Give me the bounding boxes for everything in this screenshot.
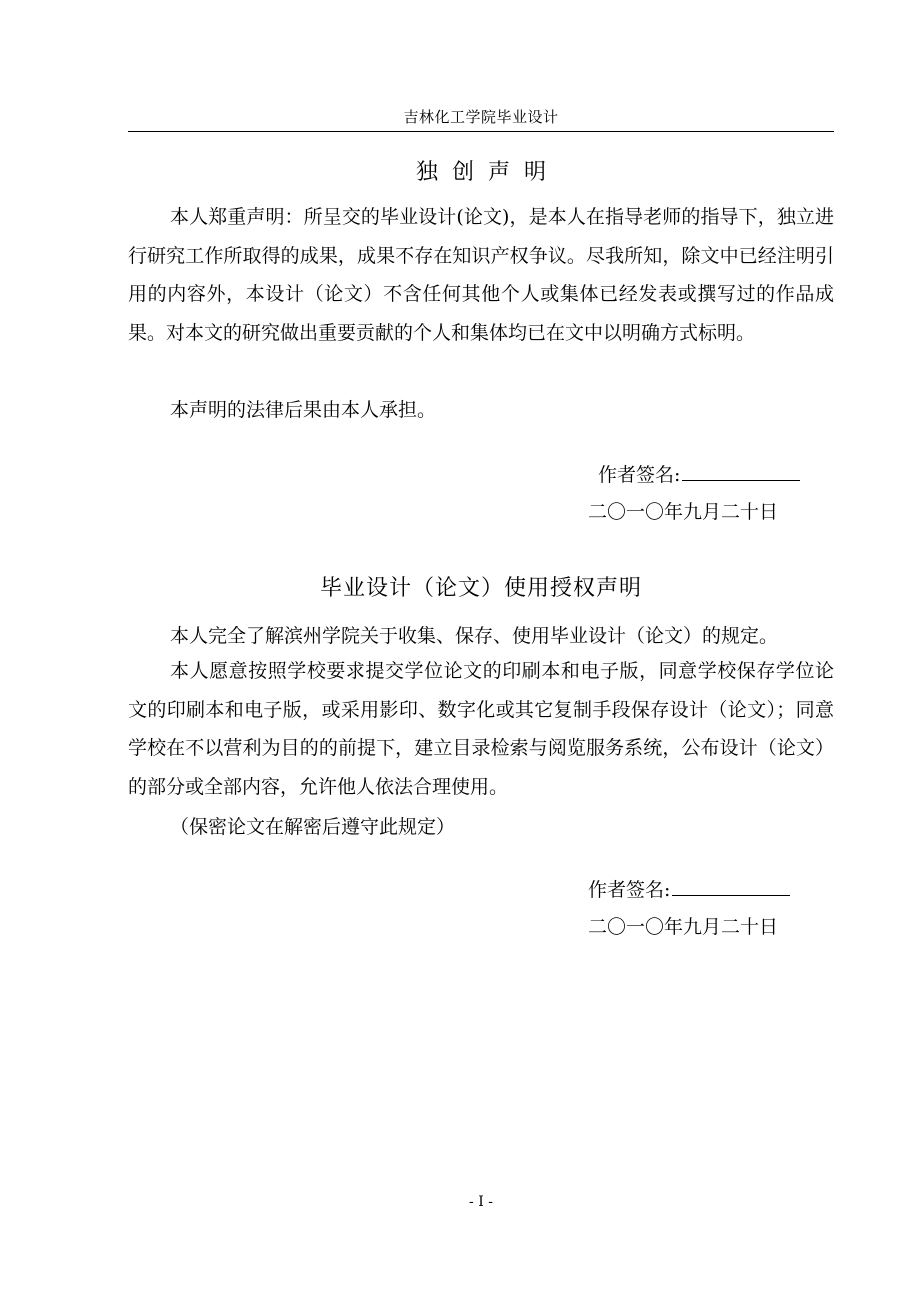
signature-line [682, 462, 800, 481]
authorization-paragraph-1: 本人完全了解滨州学院关于收集、保存、使用毕业设计（论文）的规定。 [170, 625, 779, 647]
page-number: - I - [469, 1194, 493, 1210]
originality-signature-block [598, 460, 800, 487]
authorization-statement-title: 毕业设计（论文）使用授权声明 [319, 576, 642, 601]
running-header: 吉林化工学院毕业设计 [403, 108, 559, 126]
signature-label: 作者签名: [588, 879, 671, 901]
authorization-signature-block [588, 875, 790, 902]
authorization-confidential-note: （保密论文在解密后遵守此规定） [170, 816, 456, 838]
header-divider [128, 131, 834, 132]
signature-label: 作者签名: [598, 464, 681, 486]
originality-liability-paragraph: 本声明的法律后果由本人承担。 [170, 399, 437, 421]
signature-line [672, 877, 790, 896]
originality-statement-paragraph: 本人郑重声明：所呈交的毕业设计(论文)，是本人在指导老师的指导下，独立进行研究工作所取得的成果，成果不存在知识产权争议。尽我所知，除文中已经注明引用的内容外，本设计（论文）不含任何其他个人或集体已经发表或撰写过的作品成果。对本文的研究做出重要贡献的个人和集体均已在文中以明确方式标明。 [128, 206, 834, 344]
originality-statement-title: 独创声明 [415, 160, 560, 185]
originality-date: 二〇一〇年九月二十日 [588, 501, 779, 523]
authorization-paragraph-2: 本人愿意按照学校要求提交学位论文的印刷本和电子版，同意学校保存学位论文的印刷本和电子版，或采用影印、数字化或其它复制手段保存设计（论文）；同意学校在不以营利为目的的前提下，建立目录检索与阅览服务系统，公布设计（论文）的部分或全部内容，允许他人依法合理使用。 [128, 660, 834, 798]
authorization-date: 二〇一〇年九月二十日 [588, 916, 779, 938]
